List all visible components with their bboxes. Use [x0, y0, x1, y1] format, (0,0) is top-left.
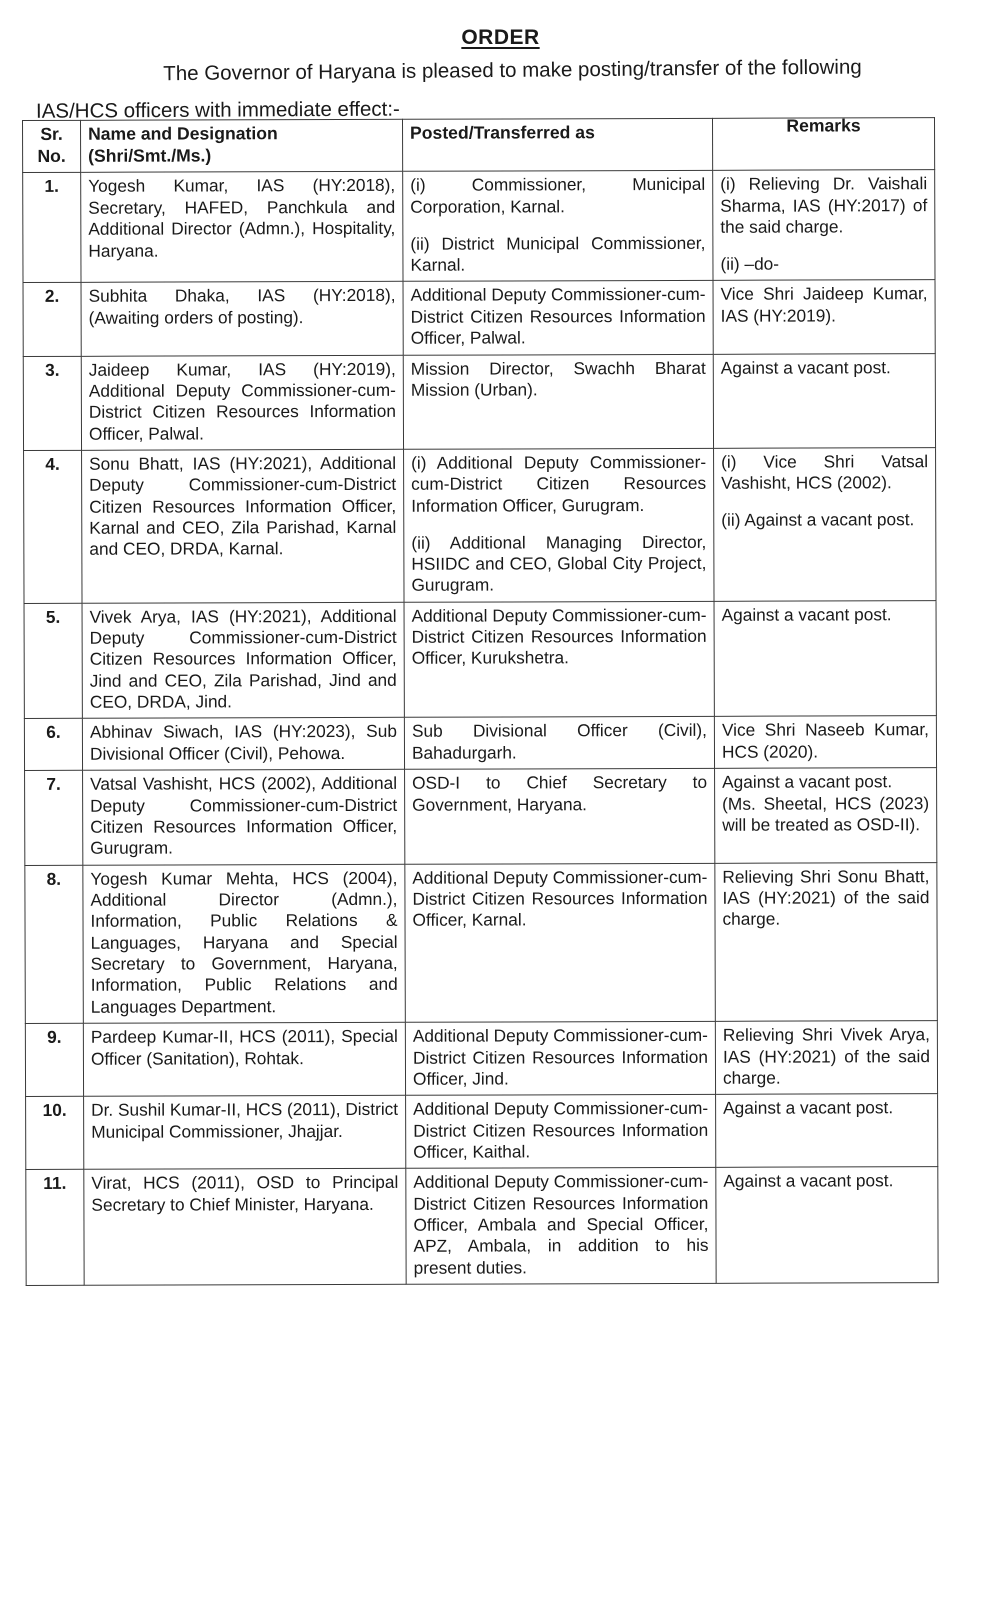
- remarks-item: (ii) Against a vacant post.: [721, 509, 915, 531]
- remarks-item: Against a vacant post.: [721, 603, 892, 625]
- cell-name-designation: Abhinav Siwach, IAS (HY:2023), Sub Divisional Officer (Civil), Pehowa.: [82, 718, 404, 771]
- table-row: [23, 280, 935, 356]
- table-row: [24, 448, 936, 604]
- column-header-name-designation: [81, 119, 403, 172]
- cell-posted-transferred: [405, 863, 715, 1022]
- table-row: [24, 600, 936, 719]
- cell-name-designation: Yogesh Kumar, IAS (HY:2018), Secretary, HAFED, Panchkula and Additional Director (Admn.), Hospitality, Haryana.: [81, 172, 403, 283]
- remarks-item: Relieving Shri Sonu Bhatt, IAS (HY:2021) of the said charge.: [722, 865, 930, 930]
- table-body: [23, 170, 938, 1286]
- cell-sr-no: 6.: [24, 719, 82, 771]
- table-header: [23, 115, 935, 173]
- remarks-item: Against a vacant post.: [723, 1170, 894, 1192]
- cell-posted-transferred: [406, 1095, 716, 1169]
- cell-sr-no: 11.: [26, 1170, 84, 1286]
- cell-posted-transferred: [404, 601, 714, 718]
- cell-sr-no: 9.: [25, 1023, 83, 1096]
- posted-item: Additional Deputy Commissioner-cum-District Citizen Resources Information Officer, Kurukshetra.: [411, 604, 707, 669]
- remarks-item: (i) Vice Shri Vatsal Vashisht, HCS (2002).: [721, 451, 929, 494]
- cell-sr-no: 2.: [23, 283, 81, 356]
- column-header-name-line1: Name and Designation: [88, 123, 278, 144]
- cell-name-designation: Vatsal Vashisht, HCS (2002), Additional Deputy Commissioner-cum-District Citizen Resources Information Officer, Gurugram.: [83, 769, 405, 864]
- remarks-item: Against a vacant post.: [722, 771, 893, 792]
- cell-remarks: [713, 353, 935, 448]
- remarks-item: (ii) –do-: [720, 253, 780, 274]
- column-header-remarks: Remarks: [712, 115, 934, 168]
- cell-posted-transferred: [404, 717, 714, 770]
- remarks-item: Against a vacant post.: [723, 1097, 894, 1119]
- page-title: ORDER: [461, 26, 540, 49]
- posted-item: Additional Deputy Commissioner-cum-District Citizen Resources Information Officer, Karnal.: [412, 866, 708, 931]
- posted-item: (ii) District Municipal Commissioner, Karnal.: [410, 232, 706, 275]
- table-row: [25, 862, 937, 1023]
- column-header-sr-no: [23, 120, 81, 173]
- cell-remarks: [713, 280, 935, 354]
- cell-posted-transferred: [406, 1168, 716, 1285]
- cell-posted-transferred: [404, 448, 714, 602]
- cell-remarks: [714, 716, 936, 768]
- remarks-item: Vice Shri Jaideep Kumar, IAS (HY:2019).: [720, 283, 928, 326]
- remarks-item: (Ms. Sheetal, HCS (2023) will be treated as OSD-II).: [722, 792, 930, 835]
- cell-posted-transferred: [405, 1021, 715, 1095]
- cell-posted-transferred: [403, 281, 713, 355]
- cell-name-designation: Jaideep Kumar, IAS (HY:2019), Additional Deputy Commissioner-cum-District Citizen Resources Information Officer, Palwal.: [81, 355, 403, 450]
- column-header-name-line2: (Shri/Smt./Ms.): [88, 145, 212, 166]
- intro-text-line-2: IAS/HCS officers with immediate effect:-: [35, 97, 400, 123]
- cell-remarks: [713, 170, 935, 281]
- order-table: [22, 117, 939, 1286]
- column-header-sr-no-line2: No.: [37, 145, 66, 166]
- remarks-item: Against a vacant post.: [720, 356, 891, 378]
- cell-name-designation: Yogesh Kumar Mehta, HCS (2004), Additional Director (Admn.), Information, Public Relations & Languages, Haryana and Special Secretary to Government, Haryana, Information, Public Relations and Languages Department.: [83, 864, 405, 1024]
- cell-sr-no: 4.: [24, 450, 82, 603]
- cell-sr-no: 7.: [25, 771, 83, 866]
- table-row: [25, 768, 937, 865]
- cell-sr-no: 3.: [23, 356, 81, 451]
- cell-remarks: [714, 600, 936, 716]
- cell-sr-no: 10.: [26, 1097, 84, 1170]
- cell-name-designation: Vivek Arya, IAS (HY:2021), Additional Deputy Commissioner-cum-District Citizen Resources Information Officer, Jind and CEO, Zila Parishad, Jind and CEO, DRDA, Jind.: [82, 602, 404, 719]
- table-row: [23, 353, 935, 450]
- cell-name-designation: Virat, HCS (2011), OSD to Principal Secretary to Chief Minister, Haryana.: [84, 1169, 406, 1286]
- posted-item: Additional Deputy Commissioner-cum-District Citizen Resources Information Officer, Kaithal.: [413, 1098, 709, 1162]
- table-header-row: [23, 118, 935, 173]
- posted-item: Mission Director, Swachh Bharat Mission (Urban).: [410, 357, 706, 400]
- cell-remarks: [714, 448, 936, 601]
- cell-remarks: [716, 1167, 938, 1283]
- remarks-item: Relieving Shri Vivek Arya, IAS (HY:2021) of the said charge.: [722, 1024, 930, 1088]
- posted-item: Additional Deputy Commissioner-cum-District Citizen Resources Information Officer, Palwal.: [410, 284, 706, 348]
- remarks-item: (i) Relieving Dr. Vaishali Sharma, IAS (HY:2017) of the said charge.: [720, 173, 928, 237]
- cell-sr-no: 8.: [25, 865, 83, 1024]
- cell-sr-no: 5.: [24, 603, 82, 719]
- cell-posted-transferred: [403, 171, 713, 282]
- cell-remarks: [715, 862, 937, 1021]
- posted-item: Additional Deputy Commissioner-cum-District Citizen Resources Information Officer, Ambala and Special Officer, APZ, Ambala, in addition to his present duties.: [413, 1171, 709, 1278]
- posted-item: (ii) Additional Managing Director, HSIIDC and CEO, Global City Project, Gurugram.: [411, 531, 707, 596]
- cell-name-designation: Subhita Dhaka, IAS (HY:2018), (Awaiting orders of posting).: [81, 282, 403, 356]
- order-table-container: [22, 117, 938, 1286]
- posted-item: (i) Additional Deputy Commissioner-cum-District Citizen Resources Information Officer, Gurugram.: [411, 451, 707, 516]
- posted-item: OSD-I to Chief Secretary to Government, Haryana.: [412, 772, 708, 815]
- cell-name-designation: Pardeep Kumar-II, HCS (2011), Special Officer (Sanitation), Rohtak.: [83, 1022, 405, 1096]
- table-row: [26, 1094, 938, 1170]
- cell-sr-no: 1.: [23, 173, 81, 283]
- remarks-item: Vice Shri Naseeb Kumar, HCS (2020).: [721, 719, 929, 762]
- cell-posted-transferred: [405, 769, 715, 864]
- table-row: [25, 1021, 937, 1097]
- posted-item: (i) Commissioner, Municipal Corporation, Karnal.: [410, 174, 706, 217]
- table-row: [24, 716, 936, 771]
- cell-name-designation: Dr. Sushil Kumar-II, HCS (2011), District Municipal Commissioner, Jhajjar.: [84, 1096, 406, 1170]
- table-row: [26, 1167, 938, 1286]
- posted-item: Sub Divisional Officer (Civil), Bahadurgarh.: [411, 720, 707, 763]
- table-row: [23, 170, 935, 283]
- cell-name-designation: Sonu Bhatt, IAS (HY:2021), Additional Deputy Commissioner-cum-District Citizen Resources Information Officer, Karnal and CEO, Zila Parishad, Karnal and CEO, DRDA, Karnal.: [82, 449, 404, 603]
- cell-remarks: [715, 1021, 937, 1095]
- cell-remarks: [715, 768, 937, 863]
- cell-remarks: [716, 1094, 938, 1168]
- column-header-posted-transferred: Posted/Transferred as: [402, 118, 712, 171]
- posted-item: Additional Deputy Commissioner-cum-District Citizen Resources Information Officer, Jind.: [412, 1024, 708, 1089]
- intro-text-line-1: The Governor of Haryana is pleased to make posting/transfer of the following: [163, 55, 862, 86]
- column-header-sr-no-line1: Sr.: [40, 123, 63, 144]
- cell-posted-transferred: [403, 354, 713, 449]
